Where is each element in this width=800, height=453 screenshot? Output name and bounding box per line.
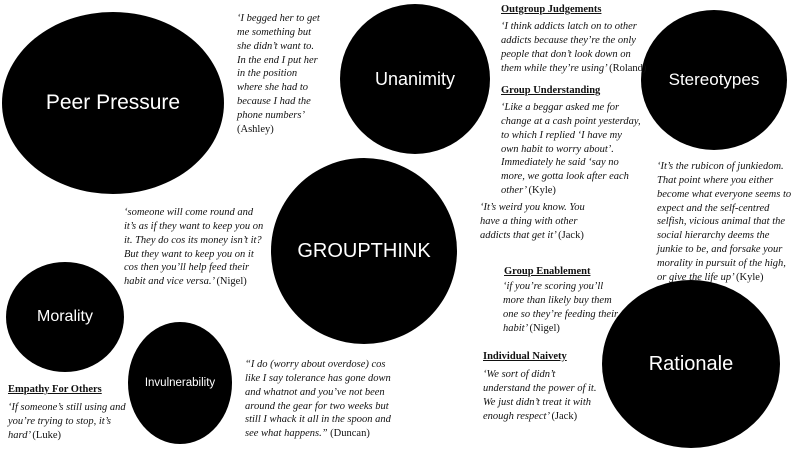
circle-unanimity — [340, 4, 490, 154]
circle-stereotypes — [641, 10, 787, 150]
quote-nigel-someone — [124, 206, 264, 289]
quote-attribution: (Jack) — [551, 410, 578, 422]
quote-text: ‘someone will come round and it’s as if they want to keep you on it. They do cos its money isn’t it? But they want to keep you on it cos then you’ll help feed their habit and vice versa.’ — [124, 207, 264, 288]
quote-roland — [501, 20, 647, 75]
heading-group-enablement: Group Enablement — [504, 266, 591, 277]
quote-attribution: (Nigel) — [216, 276, 247, 288]
quote-text: ‘If someone’s still using and you’re trying to stop, it’s hard’ — [8, 402, 126, 441]
quote-luke — [8, 401, 126, 443]
rationale-label: Rationale — [648, 352, 734, 375]
heading-outgroup-judgements: Outgroup Judgements — [501, 4, 602, 15]
quote-attribution: (Luke) — [32, 429, 61, 441]
quote-kyle-rubicon — [657, 160, 795, 285]
peer-pressure-label: Peer Pressure — [45, 91, 181, 114]
quote-ashley — [237, 12, 323, 137]
quote-text: ‘It’s weird you know. You have a thing with other addicts that get it’ — [480, 202, 585, 241]
quote-attribution: (Ashley) — [237, 123, 274, 135]
quote-text: ‘I think addicts latch on to other addicts because they’re the only people that don’t look down on them while they’re using’ — [501, 21, 637, 74]
circle-invulnerability — [128, 322, 232, 444]
circle-rationale — [602, 280, 780, 448]
quote-text: ‘Like a beggar asked me for change at a cash point yesterday, to which I replied ‘I have my own habit to worry about’. Immediately he said ‘say no more, we gotta look after each other’ — [501, 102, 641, 197]
quote-nigel-scoring — [503, 280, 623, 335]
quote-kyle-beggar — [501, 101, 641, 198]
quote-text: ‘I begged her to get me something but she didn’t want to. In the end I put her in the position where she had to because I had the phone numbers’ — [237, 13, 320, 122]
quote-text: ‘if you’re scoring you’ll more than likely buy them one so they’re feeding their habit’ — [503, 281, 619, 334]
quote-jack-naive — [483, 368, 597, 423]
quote-attribution: (Roland) — [609, 62, 647, 74]
circle-morality — [6, 262, 124, 372]
invulnerability-label: Invulnerability — [144, 377, 216, 389]
morality-label: Morality — [36, 308, 93, 325]
groupthink-label: GROUPTHINK — [297, 239, 431, 262]
quote-attribution: (Nigel) — [529, 322, 560, 334]
unanimity-label: Unanimity — [374, 68, 456, 89]
quote-text: ‘We sort of didn’t understand the power of it. We just didn’t treat it with enough respect’ — [483, 369, 597, 422]
quote-attribution: (Duncan) — [330, 428, 370, 440]
quote-text: ‘It’s the rubicon of junkiedom. That point where you either become what everyone seems to expect and the self-centred selfish, vicious animal that the social hierarchy deems the junkie to be, and forsake your morality in pursuit of the high, or give the life up’ — [657, 161, 792, 283]
quote-attribution: (Kyle) — [736, 271, 764, 283]
quote-duncan — [245, 358, 395, 441]
circle-peer-pressure — [2, 12, 224, 194]
circle-groupthink — [271, 158, 457, 344]
heading-individual-naivety: Individual Naivety — [483, 351, 567, 362]
quote-jack-weird — [480, 201, 592, 243]
heading-empathy-for-others: Empathy For Others — [8, 384, 102, 395]
quote-attribution: (Kyle) — [528, 185, 556, 197]
quote-attribution: (Jack) — [558, 229, 584, 241]
quote-text: “I do (worry about overdose) cos like I say tolerance has gone down and whatnot and you’ve not been around the gear for two weeks but still I whack it all in the spoon and see what happens.” — [245, 359, 391, 440]
heading-group-understanding: Group Understanding — [501, 85, 601, 96]
stereotypes-label: Stereotypes — [668, 70, 760, 89]
